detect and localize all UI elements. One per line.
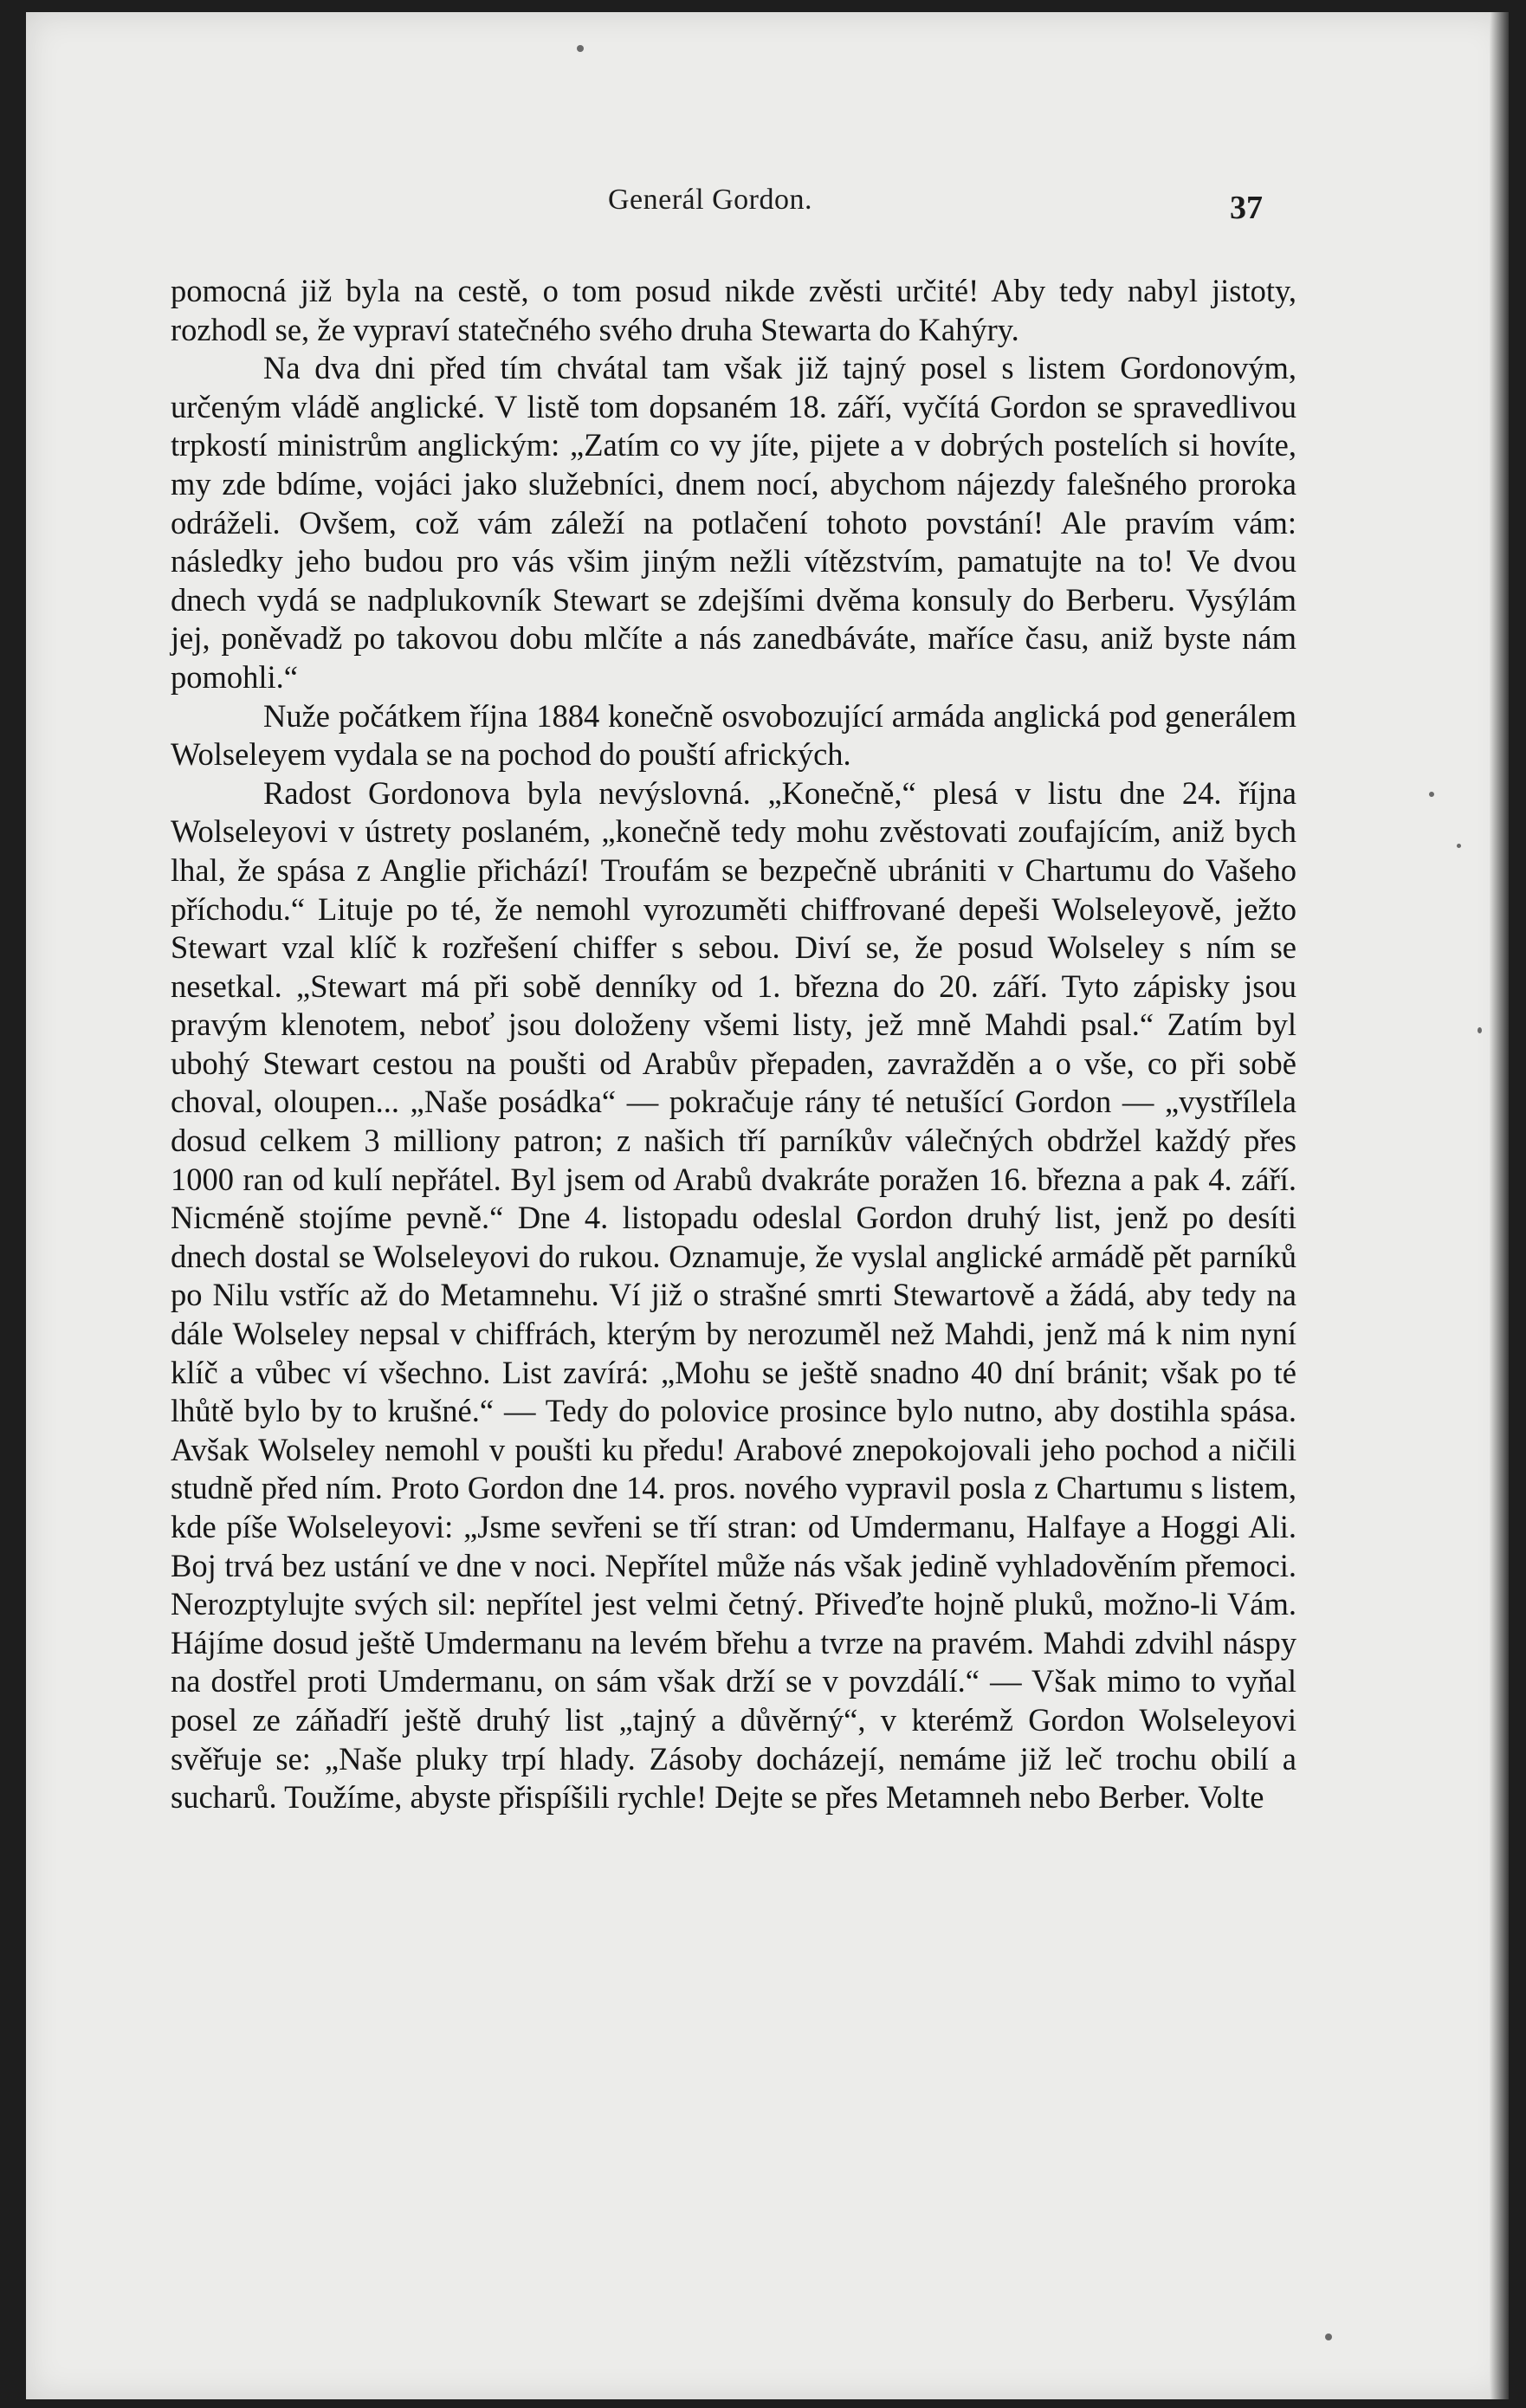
paper-speck <box>1478 1027 1482 1033</box>
paper-speck <box>1457 844 1461 848</box>
paragraph: Na dva dni před tím chvátal tam však již tajný posel s listem Gordonovým, určeným vládě anglické. V listě tom dopsaném 18. září, vyčítá Gordon se spravedlivou trpkostí ministrům anglickým: „Zatím co vy jíte, pijete a v dobrých postelích si hovíte, my zde bdíme, vojáci jako služebníci, dnem nocí, abychom nájezdy falešného proroka odráželi. Ovšem, což vám záleží na potlačení tohoto povstání! Ale pravím vám: následky jeho budou pro vás všim jiným nežli vítězstvím, pamatujte na to! Ve dvou dnech vydá se nadplukovník Stewart se zdejšími dvěma konsuly do Berberu. Vysýlám jej, poněvadž po takovou dobu mlčíte a nás zanedbáváte, maříce času, aniž byste nám pomohli.“ <box>171 350 1296 695</box>
body-text <box>171 272 1296 1817</box>
paragraph: Radost Gordonova byla nevýslovná. „Konečně,“ plesá v listu dne 24. října Wolseleyovi v ústrety poslaném, „konečně tedy mohu zvěstovati zoufajícím, aniž bych lhal, že spása z Anglie přichází! Troufám se bezpečně ubrániti v Chartumu do Vašeho příchodu.“ Lituje po té, že nemohl vyrozuměti chiffrované depeši Wolseleyově, ježto Stewart vzal klíč k rozřešení chiffer s sebou. Diví se, že posud Wolseley s ním se nesetkal. „Stewart má při sobě denníky od 1. března do 20. září. Tyto zápisky jsou pravým klenotem, neboť jsou doloženy všemi listy, jež mně Mahdi psal.“ Zatím byl ubohý Stewart cestou na poušti od Arabův přepaden, zavražděn a o vše, co při sobě choval, oloupen... „Naše posádka“ — pokračuje rány té netušící Gordon — „vystřílela dosud celkem 3 milliony patron; z našich tří parníkův válečných obdržel každý přes 1000 ran od kulí nepřátel. Byl jsem od Arabů dvakráte poražen 16. března a pak 4. září. Nicméně stojíme pevně.“ Dne 4. listopadu odeslal Gordon druhý list, jenž po desíti dnech dostal se Wolseleyovi do rukou. Oznamuje, že vyslal anglické armádě pět parníků po Nilu vstříc až do Metamnehu. Ví již o strašné smrti Stewartově a žádá, aby tedy na dále Wolseley nepsal v chiffrách, kterým by nerozuměl než Mahdi, jenž má k nim nyní klíč a vůbec ví všechno. List zavírá: „Mohu se ještě snadno 40 dní bránit; však po té lhůtě bylo by to krušné.“ — Tedy do polovice prosince bylo nutno, aby dostihla spása. Avšak Wolseley nemohl v poušti ku předu! Arabové znepokojovali jeho pochod a ničili studně před ním. Proto Gordon dne 14. pros. nového vypravil posla z Chartumu s listem, kde píše Wolseleyovi: „Jsme sevřeni se tří stran: od Umdermanu, Halfaye a Hoggi Ali. Boj trvá bez ustání ve dne v noci. Nepřítel může nás však jedině vyhladověním přemoci. Nerozptylujte svých sil: nepřítel jest velmi četný. Přiveďte hojně pluků, možno-li Vám. Hájíme dosud ještě Umdermanu na levém břehu a tvrze na pravém. Mahdi zdvihl náspy na dostřel proti Umdermanu, on sám však drží se v povzdálí.“ — Však mimo to vyňal posel ze záňadří ještě druhý list „tajný a důvěrný“, v kterémž Gordon Wolseleyovi svěřuje se: „Naše pluky trpí hlady. Zásoby docházejí, nemáme již leč trochu obilí a sucharů. Toužíme, abyste přispíšili rychle! Dejte se přes Metamneh nebo Berber. Volte <box>171 774 1296 1816</box>
running-title: Generál Gordon. <box>608 184 812 216</box>
paper-speck <box>1325 2334 1332 2340</box>
paper-speck <box>577 45 584 52</box>
book-page <box>26 12 1509 2399</box>
page-header <box>26 184 1509 236</box>
paper-speck <box>1429 792 1434 797</box>
paragraph: pomocná již byla na cestě, o tom posud nikde zvěsti určité! Aby tedy nabyl jistoty, rozhodl se, že vypraví statečného svého druha Stewarta do Kahýry. <box>171 273 1296 347</box>
page-edge-shadow <box>1490 12 1509 2399</box>
page-number: 37 <box>1230 190 1263 226</box>
paragraph: Nuže počátkem října 1884 konečně osvobozující armáda anglická pod generálem Wolseleyem vydala se na pochod do pouští afrických. <box>171 697 1296 773</box>
